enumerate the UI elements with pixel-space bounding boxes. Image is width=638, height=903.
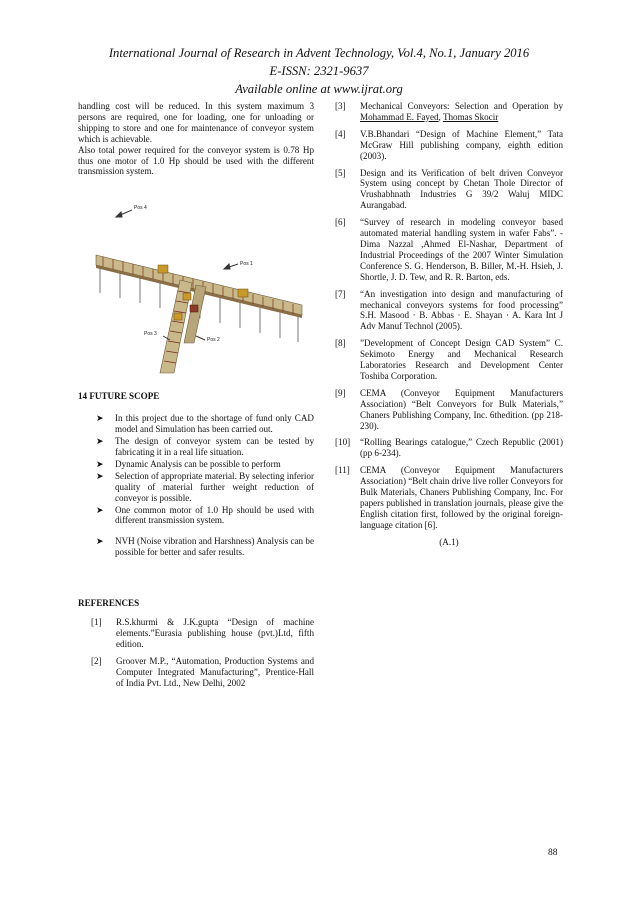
pos2-label: Pos 2 [207,337,220,344]
arrow-bullet-icon: ➤ [96,504,104,515]
author-link[interactable]: Thomas Skocir [442,111,499,122]
arrow-bullet-icon: ➤ [96,458,104,469]
journal-issn: E-ISSN: 2321-9637 [269,64,369,78]
reference-item: [9] CEMA (Conveyor Equipment Manufacturers Association) “Belt Conveyors for Bulk Materials,” Chaners Publishing Company, Inc. 6thedition. (pp 218-230). [335,387,563,431]
list-item: ➤ In this project due to the shortage of fund only CAD model and Simulation has been carried out. [96,413,314,435]
arrow-bullet-icon: ➤ [96,470,104,481]
reference-item: [5] Design and its Verification of belt driven Conveyor System using concept by Chetan Thole Director of Vrushabhnath Industries G 39/2 Waluj MIDC Aurangabad. [335,167,563,211]
reference-item: [8] ”Development of Concept Design CAD System” C. Sekimoto Energy and Mechanical Research Laboratories Research and Development Center Toshiba Corporation. [335,338,563,381]
left-column [78,101,314,694]
author-link[interactable]: Mohammad E. Fayed [360,111,439,122]
intro-paragraph-1: handling cost will be reduced. In this system maximum 3 persons are required, one for loading, one for unloading or shipping to store and one for maintenance of conveyor system which is achievable. [78,101,314,144]
equation-label: (A.1) [439,536,459,547]
pos1-label: Pos 1 [240,261,253,268]
future-scope-list [78,413,314,558]
package-box [238,289,248,297]
journal-title: International Journal of Research in Advent Technology, Vol.4, No.1, January 2016 [108,46,530,60]
package-box [158,265,168,273]
reference-item: [7] “An investigation into design and manufacturing of mechanical conveyors systems for food processing” S.H. Masood · B. Abbas · E. Shayan · A. Kara Int J Adv Manuf Technol (2005). [335,288,563,332]
reference-item: [6] “Survey of research in modeling conveyor based automated material handling system in wafer Fabs”. - Dima Nazzal ,Ahmed El-Nashar, Department of Industrial Proceedings of the 2007 Winter Simulation Conference S. G. Henderson, B. Biller, M.-H. Hsieh, J. Shortle, J. D. Tew, and R. R. Barton, eds. [335,217,563,282]
conveyor-cad-figure [88,193,306,379]
reference-item: [2] Groover M.P., “Automation, Production Systems and Computer Integrated Manufacturing”, Prentice-Hall of India Pvt. Ltd., New Delhi, 2002 [91,655,314,688]
list-item: ➤ One common motor of 1.0 Hp should be used with different transmission system. [96,504,314,526]
conveyor-cad-drawing [88,193,306,379]
arrow-bullet-icon: ➤ [96,536,104,547]
reference-item: [10] “Rolling Bearings catalogue,” Czech Republic (2001) (pp 6-234). [335,437,563,459]
pos4-label: Pos 4 [134,205,147,212]
list-item: ➤ Selection of appropriate material. By selecting inferior quality of material further weight reduction of conveyor is possible. [96,470,314,503]
journal-header [0,44,638,98]
package-box [183,293,191,300]
right-column [335,101,563,548]
references-heading: REFERENCES [78,598,140,609]
list-item: ➤ Dynamic Analysis can be possible to perform [96,458,281,469]
pos3-label: Pos 3 [144,331,157,338]
list-item: ➤ NVH (Noise vibration and Harshness) Analysis can be possible for better and safer results. [96,536,314,558]
arrow-bullet-icon: ➤ [96,413,104,424]
journal-website: Available online at www.ijrat.org [235,82,403,96]
package-box [174,313,182,320]
reference-item: [11] CEMA (Conveyor Equipment Manufacturers Association) “Belt chain drive live roller Conveyors for Bulk Materials, Chaners Publishing Company, Inc. For papers published in translation journals, please give the English citation first, followed by the original foreign-language citation [6]. [335,465,563,530]
reference-item: [3] Mechanical Conveyors: Selection and Operation by Mohammad E. Fayed, Thomas Skocir [335,101,563,122]
list-item: ➤ The design of conveyor system can be tested by fabricating it in a real life situation. [96,436,314,457]
reference-item: [4] V.B.Bhandari “Design of Machine Element,” Tata McGraw Hill publishing company, eighth edition (2003). [335,128,563,161]
reference-item: [1] R.S.khurmi & J.K.gupta “Design of machine elements.”Eurasia publishing house (pvt.)Ltd, fifth edition. [91,617,314,649]
package-box [190,305,198,312]
page-number: 88 [548,848,558,858]
future-scope-heading: 14 FUTURE SCOPE [78,391,160,402]
intro-paragraph-2: Also total power required for the conveyor system is 0.78 Hp thus one motor of 1.0 Hp should be used with the different transmission system. [78,144,314,177]
arrow-bullet-icon: ➤ [96,436,104,447]
